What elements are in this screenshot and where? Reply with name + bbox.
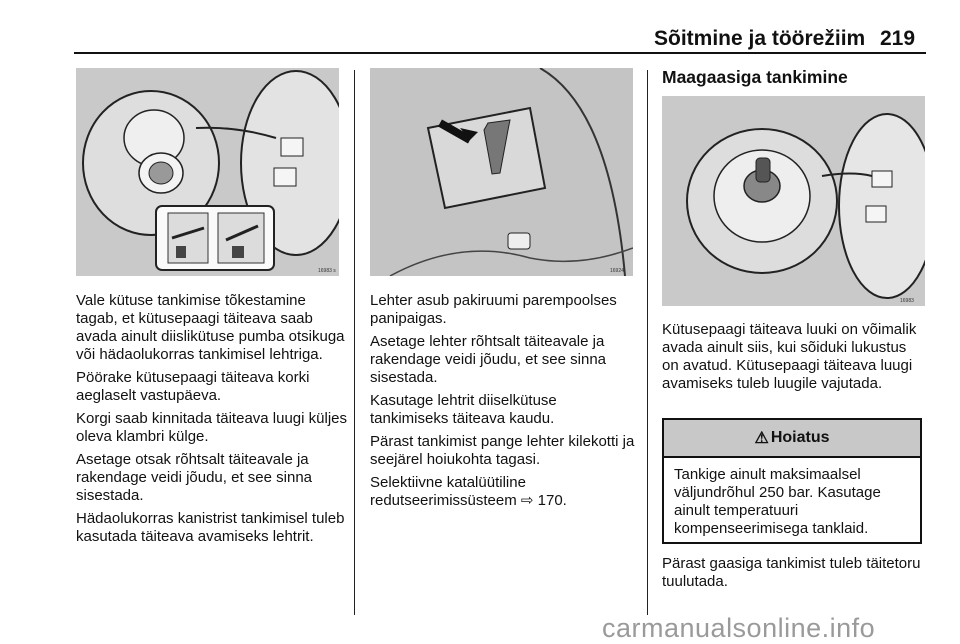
paragraph: Asetage otsak rõhtsalt täiteavale ja rakendage veidi jõudu, et see sinna sisestada. [76, 451, 313, 504]
column-divider-left [354, 70, 355, 615]
middle-text-column [370, 292, 635, 515]
warning-text: Tankige ainult maksimaalsel väljundrõhul 250 bar. Kasutage ainult temperatuuri kompenseerimisega tanklaid. [674, 466, 881, 537]
figure-funnel-storage [370, 68, 633, 276]
paragraph: Pöörake kütusepaagi täiteava korki aeglaselt vastupäeva. [76, 369, 310, 404]
column-divider-right [647, 70, 648, 615]
figure-code: 16924 [610, 268, 624, 274]
paragraph: Pärast gaasiga tankimist tuleb täitetoru tuulutada. [662, 555, 921, 590]
paragraph: Korgi saab kinnitada täiteava luugi küljes oleva klambri külge. [76, 410, 348, 445]
paragraph: Asetage lehter rõhtsalt täiteavale ja rakendage veidi jõudu, et see sinna sisestada. [370, 333, 607, 386]
figure-code: 16983 [900, 298, 914, 304]
arrow-icon[interactable]: ⇨ [520, 492, 534, 509]
paragraph: Hädaolukorras kanistrist tankimisel tuleb kasutada täiteava avamiseks lehtrit. [76, 510, 345, 545]
right-text-after-warning [662, 555, 926, 596]
paragraph: Vale kütuse tankimise tõkestamine tagab, et kütusepaagi täiteava saab avada ainult diislikütuse pumba otsikuga või hädaolukorras tankimisel lehtriga. [76, 292, 345, 363]
reference-page-link[interactable]: 170. [537, 492, 567, 509]
figure-code: 16983 s [318, 268, 336, 274]
paragraph: Pärast tankimist pange lehter kilekotti ja seejärel hoiukohta tagasi. [370, 433, 635, 468]
warning-title: Hoiatus [770, 429, 830, 446]
paragraph: Lehter asub pakiruumi parempoolses panipaigas. [370, 292, 617, 327]
warning-box [662, 418, 922, 544]
right-text-column [662, 321, 926, 398]
header-rule [74, 52, 926, 54]
section-title: Maagaasiga tankimine [662, 67, 848, 87]
reference-text: Selektiivne katalüütiline redutseerimissüsteem [370, 474, 526, 509]
page-header-title: Sõitmine ja töörežiim [654, 27, 866, 50]
figure-fuel-filler-flap [76, 68, 339, 276]
page-number: 219 [880, 27, 916, 50]
warning-header [664, 420, 920, 458]
left-text-column [76, 292, 348, 551]
figure-cng-filler [662, 96, 925, 306]
watermark: carmanualsonline.info [602, 613, 876, 643]
paragraph: Kütusepaagi täiteava luuki on võimalik avada ainult siis, kui sõiduki lukustus on avatud. Kütusepaagi täiteava luugi avamiseks tuleb luugile vajutada. [662, 321, 917, 392]
paragraph: Kasutage lehtrit diiselkütuse tankimiseks täiteava kaudu. [370, 392, 557, 427]
cross-reference [370, 474, 635, 510]
warning-triangle-icon: ⚠ [754, 430, 769, 447]
